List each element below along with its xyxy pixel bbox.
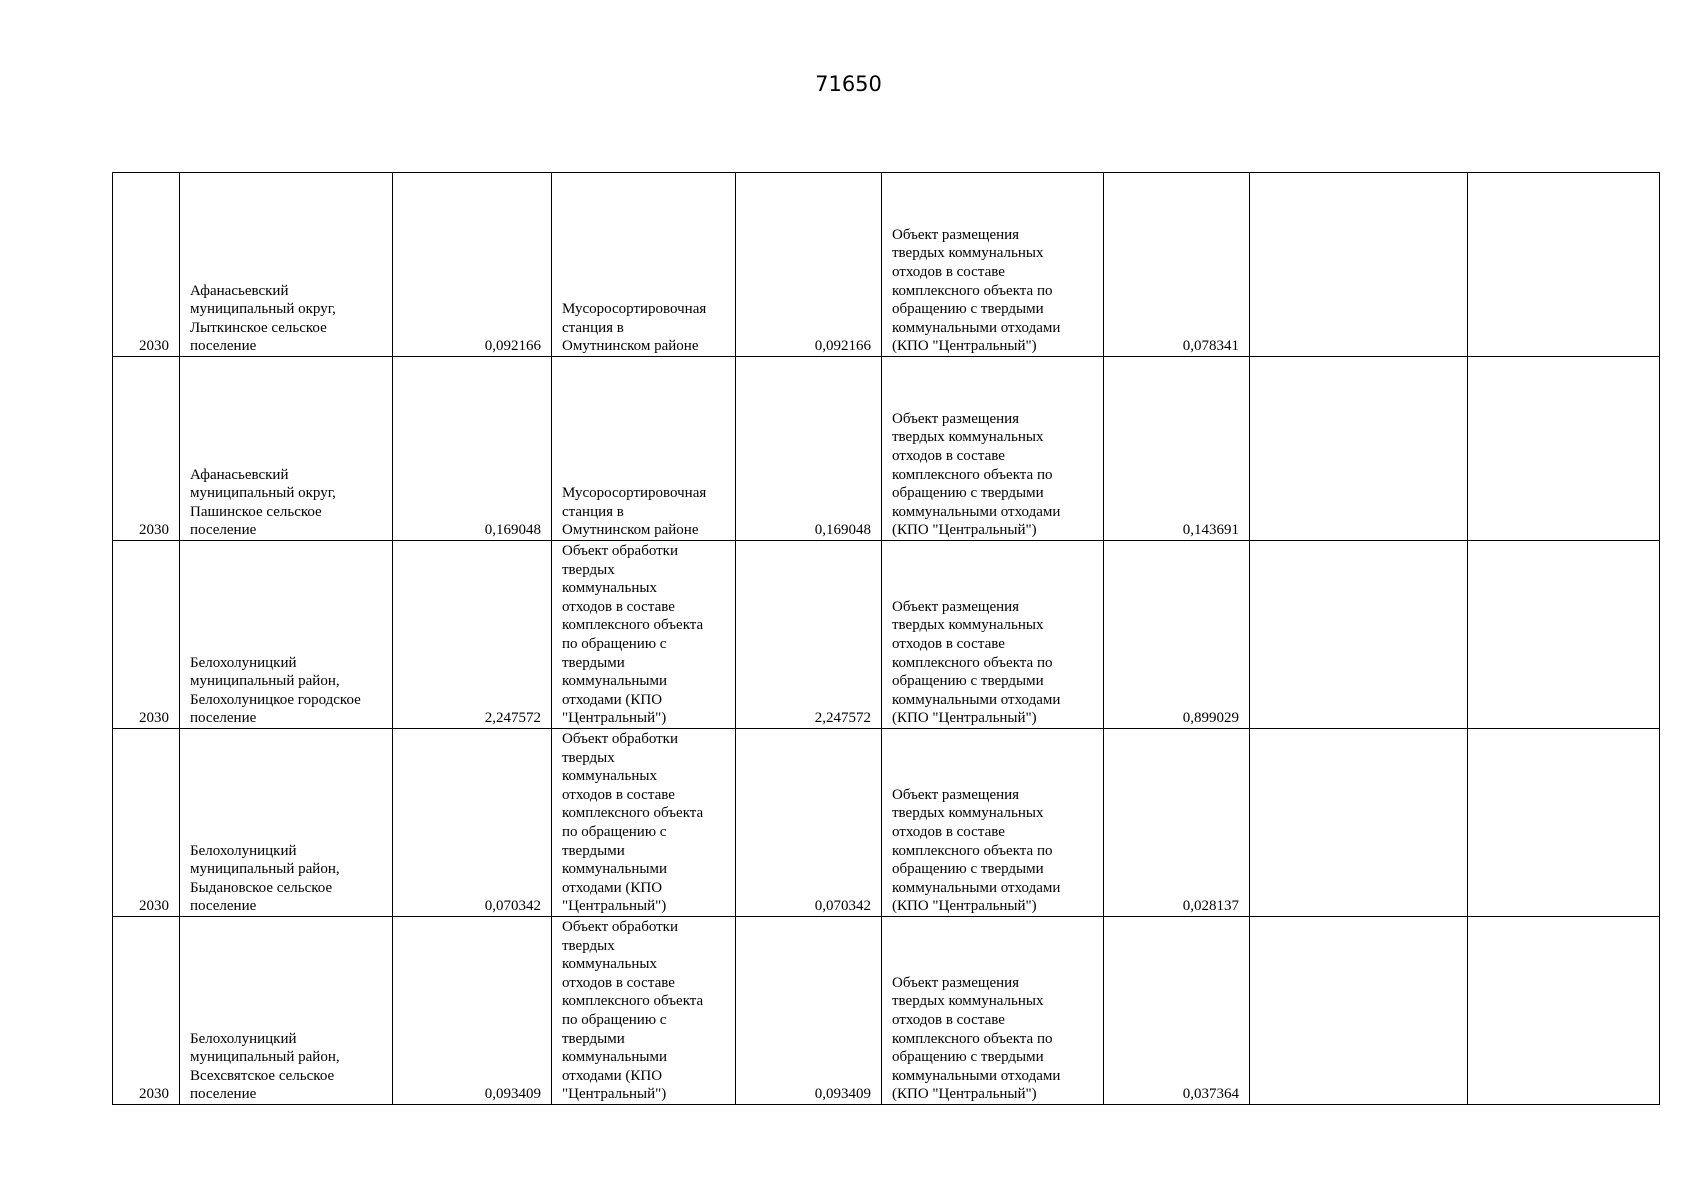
cell-col-10 bbox=[1468, 541, 1660, 729]
cell-volume-2: 0,093409 bbox=[736, 917, 882, 1105]
table-row bbox=[113, 541, 1660, 729]
cell-volume-3: 0,037364 bbox=[1104, 917, 1250, 1105]
cell-volume-3: 0,899029 bbox=[1104, 541, 1250, 729]
cell-year: 2030 bbox=[113, 357, 180, 541]
cell-volume-1: 0,070342 bbox=[393, 729, 552, 917]
cell-facility-2: Объект размещения твердых коммунальных отходов в составе комплексного объекта по обращению с твердыми коммунальными отходами (КПО "Центральный") bbox=[882, 729, 1104, 917]
cell-col-9 bbox=[1250, 729, 1468, 917]
cell-volume-3: 0,078341 bbox=[1104, 173, 1250, 357]
cell-volume-2: 2,247572 bbox=[736, 541, 882, 729]
table-row bbox=[113, 173, 1660, 357]
cell-col-10 bbox=[1468, 173, 1660, 357]
cell-col-9 bbox=[1250, 541, 1468, 729]
cell-col-10 bbox=[1468, 917, 1660, 1105]
cell-municipality: Белохолуницкий муниципальный район, Быдановское сельское поселение bbox=[180, 729, 393, 917]
table-row bbox=[113, 917, 1660, 1105]
cell-facility-2: Объект размещения твердых коммунальных отходов в составе комплексного объекта по обращению с твердыми коммунальными отходами (КПО "Центральный") bbox=[882, 173, 1104, 357]
cell-facility-1: Объект обработки твердых коммунальных отходов в составе комплексного объекта по обращению с твердыми коммунальными отходами (КПО "Центральный") bbox=[552, 917, 736, 1105]
cell-facility-1: Объект обработки твердых коммунальных отходов в составе комплексного объекта по обращению с твердыми коммунальными отходами (КПО "Центральный") bbox=[552, 729, 736, 917]
cell-col-10 bbox=[1468, 357, 1660, 541]
cell-municipality: Белохолуницкий муниципальный район, Белохолуницкое городское поселение bbox=[180, 541, 393, 729]
cell-facility-2: Объект размещения твердых коммунальных отходов в составе комплексного объекта по обращению с твердыми коммунальными отходами (КПО "Центральный") bbox=[882, 541, 1104, 729]
cell-volume-3: 0,028137 bbox=[1104, 729, 1250, 917]
cell-facility-2: Объект размещения твердых коммунальных отходов в составе комплексного объекта по обращению с твердыми коммунальными отходами (КПО "Центральный") bbox=[882, 357, 1104, 541]
cell-col-9 bbox=[1250, 357, 1468, 541]
cell-volume-1: 0,092166 bbox=[393, 173, 552, 357]
cell-year: 2030 bbox=[113, 173, 180, 357]
cell-municipality: Афанасьевский муниципальный округ, Лыткинское сельское поселение bbox=[180, 173, 393, 357]
cell-facility-1: Мусоросортировочная станция в Омутнинском районе bbox=[552, 357, 736, 541]
cell-volume-2: 0,092166 bbox=[736, 173, 882, 357]
table-row bbox=[113, 357, 1660, 541]
cell-volume-1: 2,247572 bbox=[393, 541, 552, 729]
cell-volume-1: 0,169048 bbox=[393, 357, 552, 541]
cell-col-10 bbox=[1468, 729, 1660, 917]
cell-year: 2030 bbox=[113, 917, 180, 1105]
cell-facility-1: Мусоросортировочная станция в Омутнинском районе bbox=[552, 173, 736, 357]
cell-facility-1: Объект обработки твердых коммунальных отходов в составе комплексного объекта по обращению с твердыми коммунальными отходами (КПО "Центральный") bbox=[552, 541, 736, 729]
cell-volume-2: 0,070342 bbox=[736, 729, 882, 917]
cell-municipality: Афанасьевский муниципальный округ, Пашинское сельское поселение bbox=[180, 357, 393, 541]
cell-year: 2030 bbox=[113, 729, 180, 917]
page-number: 71650 bbox=[815, 72, 882, 96]
cell-volume-3: 0,143691 bbox=[1104, 357, 1250, 541]
data-table bbox=[112, 172, 1660, 1105]
cell-col-9 bbox=[1250, 917, 1468, 1105]
table-row bbox=[113, 729, 1660, 917]
cell-municipality: Белохолуницкий муниципальный район, Всехсвятское сельское поселение bbox=[180, 917, 393, 1105]
cell-volume-2: 0,169048 bbox=[736, 357, 882, 541]
cell-year: 2030 bbox=[113, 541, 180, 729]
cell-col-9 bbox=[1250, 173, 1468, 357]
cell-facility-2: Объект размещения твердых коммунальных отходов в составе комплексного объекта по обращению с твердыми коммунальными отходами (КПО "Центральный") bbox=[882, 917, 1104, 1105]
cell-volume-1: 0,093409 bbox=[393, 917, 552, 1105]
